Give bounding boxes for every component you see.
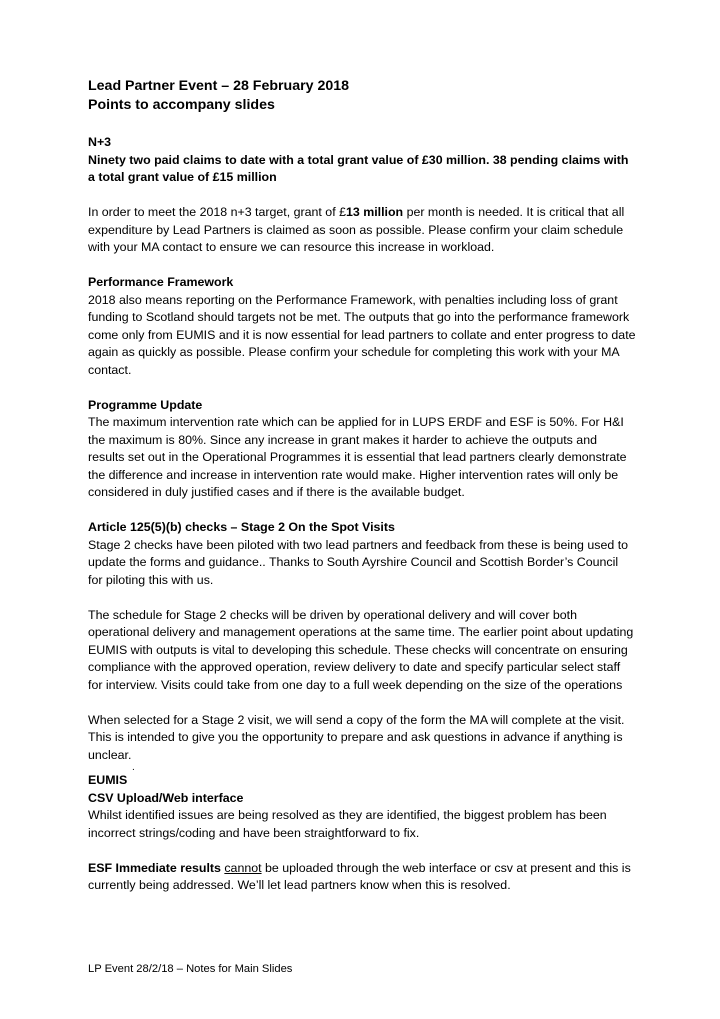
eumis-subheading: CSV Upload/Web interface [88, 790, 244, 805]
n3-heading: N+3 [88, 135, 112, 149]
page-footer: LP Event 28/2/18 – Notes for Main Slides [88, 963, 293, 975]
n3-para-end: per month is needed. It is critical that all expenditure by Lead Partners is claimed as soon as possible. Please confirm your claim schedule with your MA contact to ensure we can resource this increase in workload. [88, 205, 625, 254]
document-subtitle: Points to accompany slides [88, 97, 275, 113]
n3-summary: Ninety two paid claims to date with a total grant value of £30 million. 38 pending claims with a total grant value of £15 million [88, 152, 629, 184]
article-body-2: The schedule for Stage 2 checks will be driven by operational delivery and will cover both operational delivery and management operations at the same time. The earlier point about updating EUMIS with outputs is vital to developing this schedule. These checks will concentrate on ensuring compliance with the approved operation, review delivery to date and specify particular select staff for interview. Visits could take from one day to a full week depending on the size of the operations [88, 607, 634, 692]
programme-body: The maximum intervention rate which can be applied for in LUPS ERDF and ESF is 50%. For H&I the maximum is 80%. Since any increase in grant makes it harder to achieve the outputs and results set out in the Operational Programmes it is essential that lead partners clearly demonstrate the difference and increase in intervention rate would make. Higher intervention rates will only be considered in duly justified cases and if there is the available budget. [88, 415, 627, 499]
article-body-1: Stage 2 checks have been piloted with two lead partners and feedback from these is being used to update the forms and guidance.. Thanks to South Ayrshire Council and Scottish Border’s Council for piloting this with us. [88, 537, 629, 587]
document-page [88, 77, 636, 895]
document-title: Lead Partner Event – 28 February 2018 [88, 78, 350, 94]
stray-dot: . [132, 762, 135, 773]
n3-amount: 13 million [345, 205, 404, 219]
esf-rest: be uploaded through the web interface or csv at present and this is currently being addressed. We’ll let lead partners know when this is resolved. [88, 860, 631, 892]
n3-para-start: In order to meet the 2018 n+3 target, grant of £ [88, 205, 346, 219]
programme-heading: Programme Update [88, 397, 203, 412]
article-heading: Article 125(5)(b) checks – Stage 2 On the Spot Visits [88, 520, 395, 534]
performance-heading: Performance Framework [88, 275, 234, 289]
esf-paragraph [88, 860, 636, 895]
eumis-body: Whilst identified issues are being resolved as they are identified, the biggest problem has been incorrect strings/coding and have been straightforward to fix. [88, 808, 607, 840]
esf-label: ESF Immediate results [88, 860, 221, 875]
eumis-heading: EUMIS [88, 773, 128, 787]
n3-paragraph [88, 204, 636, 257]
performance-body: 2018 also means reporting on the Performance Framework, with penalties including loss of grant funding to Scotland should targets not be met. The outputs that go into the performance framework come only from EUMIS and it is now essential for lead partners to collate and enter progress to date again as quickly as possible. Please confirm your schedule for completing this work with your MA contact. [88, 292, 636, 377]
article-body-3: When selected for a Stage 2 visit, we will send a copy of the form the MA will complete at the visit. This is intended to give you the opportunity to prepare and ask questions in advance if anything is unclear. [88, 712, 625, 762]
esf-cannot: cannot [224, 860, 262, 875]
